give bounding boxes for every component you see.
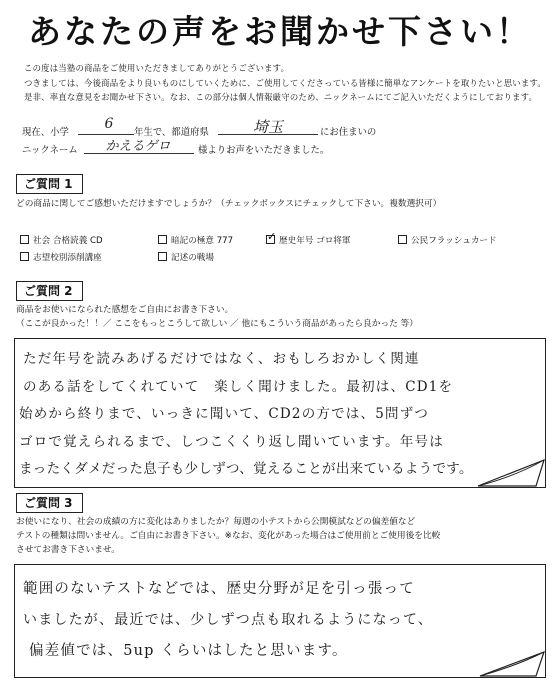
checkbox[interactable] [20, 235, 29, 244]
checkbox[interactable] [158, 252, 167, 261]
answer-3-line-2: いましたが、最近では、少しずつ点も取れるようになって、 [23, 612, 434, 628]
nickname-underline [84, 153, 194, 154]
question-2-answer-box[interactable] [14, 338, 546, 488]
answer-2-line-2: のある話をしてくれていて 楽しく聞けました。最初は、CD1を [23, 379, 454, 395]
residence-suffix: にお住まいの [320, 127, 377, 138]
page-title: あなたの声をお聞かせ下さい！ [28, 12, 532, 51]
question-3-answer-box[interactable] [14, 564, 546, 678]
question-1-label: ご質問 1 [16, 174, 83, 194]
grade-suffix: 年生で、都道府県 [134, 127, 209, 138]
answer-2-line-5: まったくダメだった息子も少しずつ、覚えることが出来ているようです。 [19, 461, 473, 477]
nickname-value: かえるゲロ [105, 139, 171, 154]
answer-2-line-3: 始めから終りまで、いっきに聞いて、CD2の方では、5問ずつ [19, 406, 430, 422]
question-1-text: どの商品に関してご感想いただけますでしょうか？（チェックボックスにチェックして下さい。複数選択可） [16, 199, 442, 209]
option-school-correction-course[interactable]: 志望校別添削講座 [20, 251, 102, 263]
page-curl-icon [476, 456, 548, 490]
prefecture-value: 埼玉 [252, 118, 283, 136]
option-social-cd[interactable]: 社会 合格読義 CD [20, 234, 103, 246]
page-curl-icon [478, 648, 548, 680]
option-civics-flashcards[interactable]: 公民フラッシュカード [398, 234, 497, 246]
answer-2-line-1: ただ年号を読みあげるだけではなく、おもしろおかしく関連 [23, 351, 420, 367]
nickname-label: ニックネーム [22, 145, 78, 156]
option-memorization-777[interactable]: 暗記の極意 777 [158, 234, 233, 246]
question-2-text-2: （ここが良かった！！／ ここをもっとこうして欲しい ／ 他にもこういう商品があったら良かった 等） [16, 319, 418, 329]
prefecture-underline [218, 134, 318, 135]
question-3-label: ご質問 3 [16, 493, 83, 513]
checkbox[interactable] [20, 252, 29, 261]
question-2-text-1: 商品をお使いになられた感想をご自由にお書き下さい。 [16, 305, 234, 315]
answer-2-line-4: ゴロで覚えられるまで、しつこくくり返し聞いています。年号は [19, 434, 444, 450]
question-3-text-1: お使いになり、社会の成績の方に変化はありましたか？毎週の小テストから公開模試などの偏差値など [16, 517, 416, 527]
checkbox[interactable] [158, 235, 167, 244]
grade-value: 6 [104, 116, 114, 132]
profile-prefix: 現在、小学 [22, 127, 69, 138]
intro-line-1: この度は当塾の商品をご使用いただきましてありがとうございます。 [24, 63, 290, 73]
intro-line-2: つきましては、今後商品をより良いものにしていくために、ご使用してくださっている皆様に簡単なアンケートを取りたいと思います。 [24, 78, 546, 88]
answer-3-line-3: 偏差値では、5up くらいはしたと思います。 [29, 643, 348, 659]
question-3-text-3: させてお書き下さいませ。 [16, 545, 120, 555]
option-history-dates[interactable]: ✓ 歴史年号 ゴロ将軍 [266, 234, 350, 246]
option-essay-battlefield[interactable]: 記述の戦場 [158, 251, 214, 263]
checkbox-checked[interactable] [266, 235, 275, 244]
intro-line-3: 是非、率直な意見をお聞かせ下さい。なお、この部分は個人情報厳守のため、ニックネームにてご記入いただくようにしております。 [24, 92, 538, 102]
nickname-suffix: 様よりお声をいただきました。 [198, 145, 330, 156]
checkbox[interactable] [398, 235, 407, 244]
question-3-text-2: テストの種類は問いません。ご自由にお書き下さい。※なお、変化があった場合はご使用前とご使用後を比較 [16, 531, 441, 541]
answer-3-line-1: 範囲のないテストなどでは、歴史分野が足を引っ張って [23, 581, 415, 597]
question-2-label: ご質問 2 [16, 281, 83, 301]
